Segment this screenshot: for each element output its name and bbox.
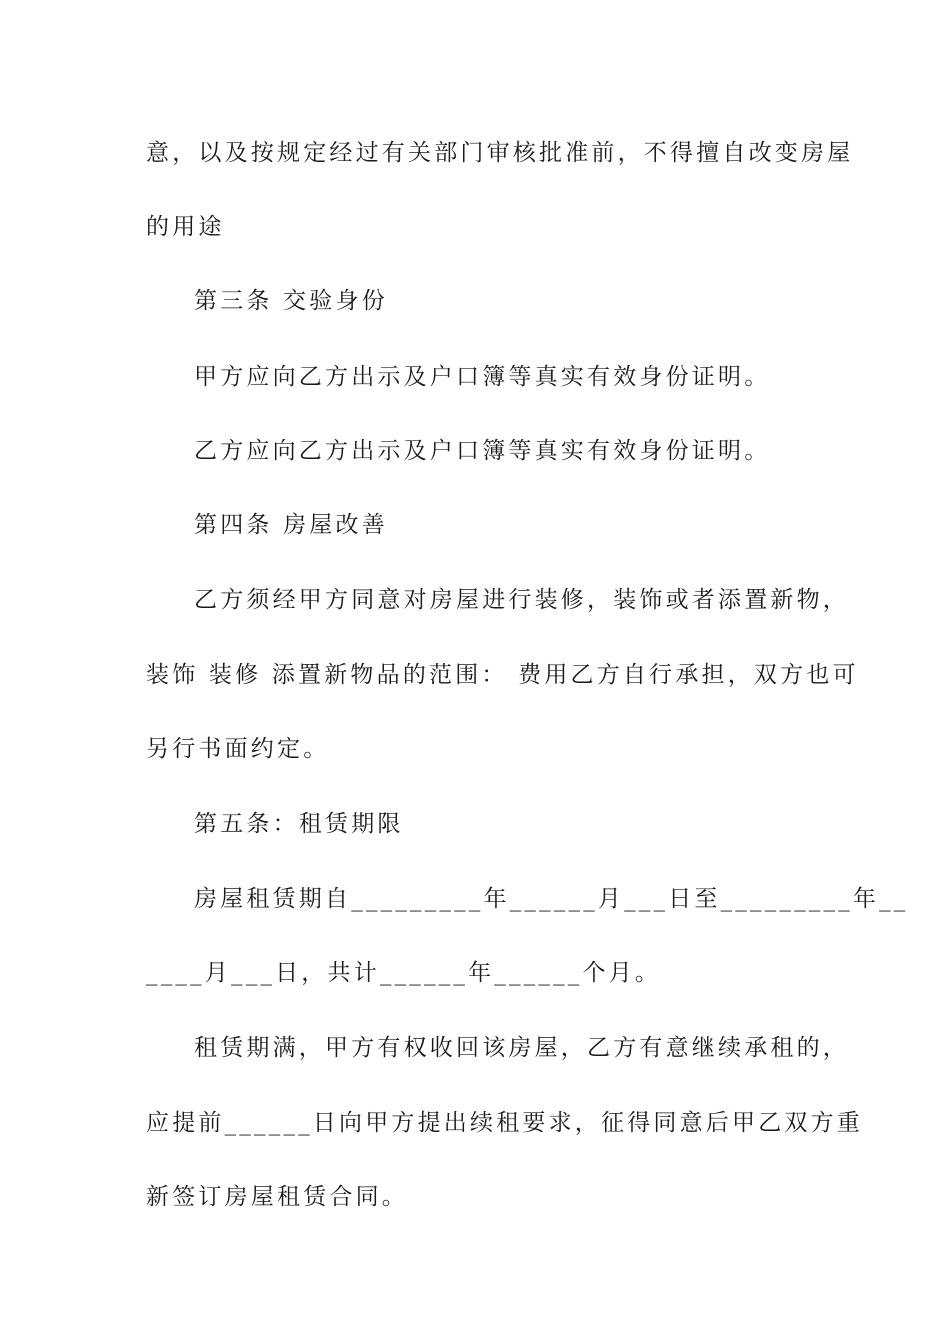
text-line: 房屋租赁期自_________年______月___日至_________年__ <box>194 886 909 912</box>
text-line: 新签订房屋租赁合同。 <box>146 1184 408 1210</box>
text-line: 另行书面约定。 <box>146 736 330 762</box>
text-line: 甲方应向乙方出示及户口簿等真实有效身份证明。 <box>194 364 771 390</box>
text-line: 装饰 装修 添置新物品的范围： 费用乙方自行承担，双方也可 <box>146 662 859 688</box>
text-line: ____月___日，共计______年______个月。 <box>146 960 662 986</box>
section-heading: 第三条 交验身份 <box>194 288 388 314</box>
section-heading: 第四条 房屋改善 <box>194 512 388 538</box>
text-line: 的用途 <box>146 214 225 240</box>
text-line: 乙方须经甲方同意对房屋进行装修，装饰或者添置新物， <box>194 587 849 613</box>
text-line: 意，以及按规定经过有关部门审核批准前，不得擅自改变房屋 <box>146 140 854 166</box>
text-line: 应提前______日向甲方提出续租要求，征得同意后甲乙双方重 <box>146 1110 863 1136</box>
section-heading: 第五条：租赁期限 <box>194 811 404 837</box>
text-line: 乙方应向乙方出示及户口簿等真实有效身份证明。 <box>194 438 771 464</box>
text-line: 租赁期满，甲方有权收回该房屋，乙方有意继续承租的， <box>194 1035 849 1061</box>
